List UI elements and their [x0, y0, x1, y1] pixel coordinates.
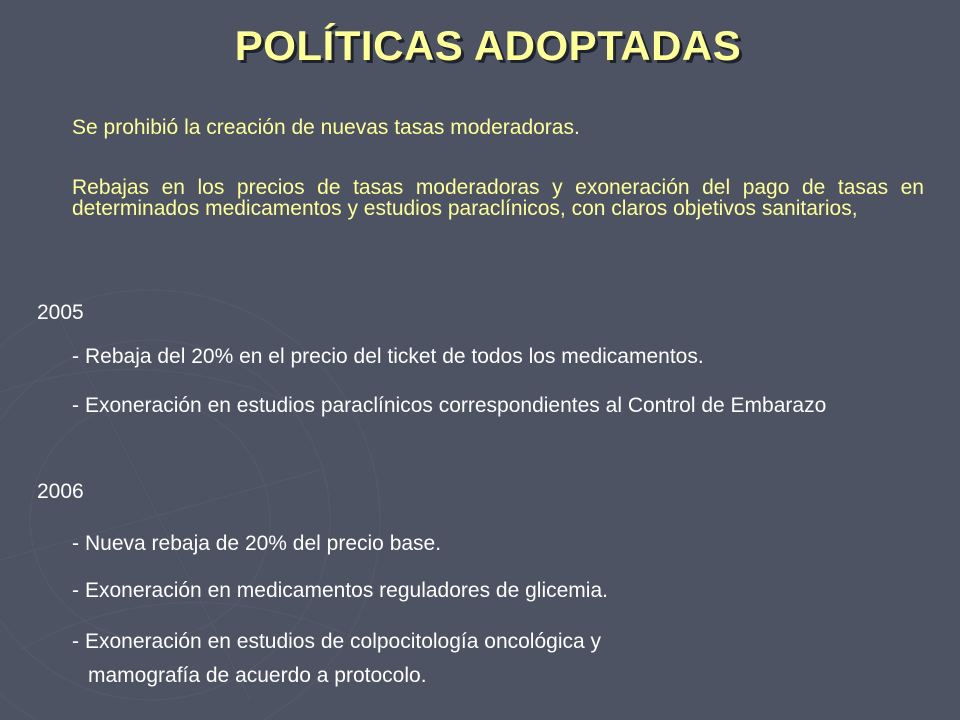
- list-item-text-continuation: mamografía de acuerdo a protocolo.: [88, 664, 427, 687]
- list-dash: -: [72, 630, 79, 653]
- list-dash: -: [72, 532, 79, 555]
- year-heading: 2006: [37, 480, 84, 503]
- intro-paragraph: Rebajas en los precios de tasas moderadoras y exoneración del pago de tasas en determinados medicamentos y estudios paraclínicos, con claros objetivos sanitarios,: [72, 176, 924, 220]
- list-item-text: Exoneración en estudios paraclínicos correspondientes al Control de Embarazo: [85, 394, 827, 417]
- list-item-text: Rebaja del 20% en el precio del ticket de todos los medicamentos.: [85, 345, 704, 368]
- list-item: [72, 527, 924, 561]
- list-item-text: Nueva rebaja de 20% del precio base.: [85, 532, 442, 555]
- list-item: [72, 389, 924, 423]
- list-dash: -: [72, 579, 79, 602]
- list-item: [72, 574, 924, 608]
- year-heading: 2005: [37, 301, 84, 324]
- list-dash: -: [72, 394, 79, 417]
- list-item: [72, 340, 924, 374]
- intro-paragraph: Se prohibió la creación de nuevas tasas moderadoras.: [72, 116, 580, 139]
- list-item: [72, 625, 924, 693]
- list-item-text: Exoneración en estudios de colpocitología oncológica y: [85, 630, 602, 653]
- list-dash: -: [72, 345, 79, 368]
- list-item-text: Exoneración en medicamentos reguladores de glicemia.: [85, 579, 608, 602]
- slide-title: POLÍTICAS ADOPTADAS: [234, 22, 742, 69]
